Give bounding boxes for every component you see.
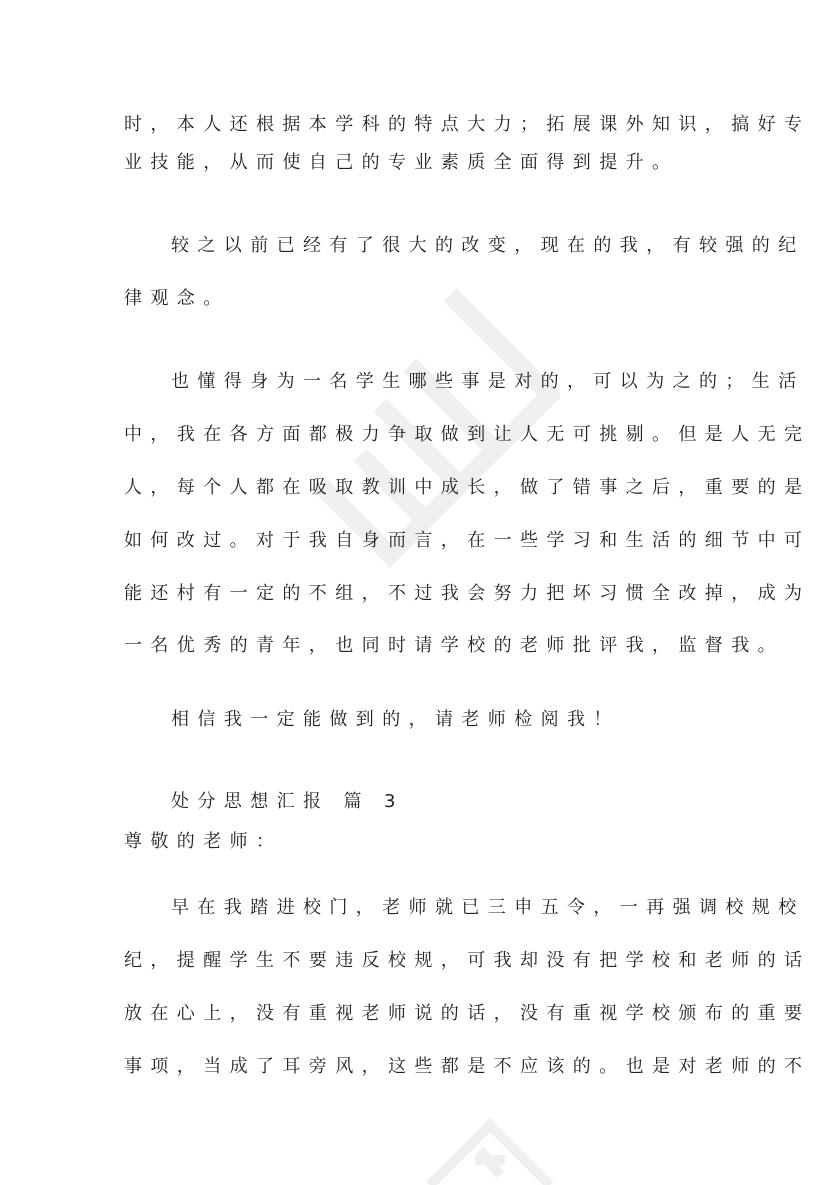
paragraph-line: 纪，提醒学生不要违反校规，可我却没有把学校和老师的话 <box>124 950 811 971</box>
paragraph-line: 律观念。 <box>124 288 230 309</box>
paragraph-line: 业技能，从而使自己的专业素质全面得到提升。 <box>124 152 679 173</box>
paragraph-line: 如何改过。对于我自身而言，在一些学习和生活的细节中可 <box>124 530 811 551</box>
paragraph-line: 能还村有一定的不组，不过我会努力把坏习惯全改掉，成为 <box>124 583 811 604</box>
paragraph-line: 事项，当成了耳旁风，这些都是不应该的。也是对老师的不 <box>124 1056 811 1077</box>
paragraph-line: 较之以前已经有了很大的改变，现在的我，有较强的纪 <box>171 235 805 256</box>
paragraph-line: 中，我在各方面都极力争取做到让人无可挑剔。但是人无完 <box>124 424 811 445</box>
paragraph-line: 人，每个人都在吸取教训中成长，做了错事之后，重要的是 <box>124 477 811 498</box>
paragraph-line: 相信我一定能做到的，请老师检阅我！ <box>171 709 620 730</box>
paragraph-line: 放在心上，没有重视老师说的话，没有重视学校颁布的重要 <box>124 1003 811 1024</box>
paragraph-line: 一名优秀的青年，也同时请学校的老师批评我，监督我。 <box>124 635 784 656</box>
paragraph-line: 也懂得身为一名学生哪些事是对的，可以为之的；生活 <box>171 371 805 392</box>
watermark-logo-icon <box>420 1115 560 1185</box>
paragraph-line: 早在我踏进校门，老师就已三申五令，一再强调校规校 <box>171 897 805 918</box>
section-heading: 处分思想汇报 篇 3 <box>171 791 404 812</box>
salutation: 尊敬的老师： <box>124 831 283 852</box>
paragraph-line: 时，本人还根据本学科的特点大力；拓展课外知识，搞好专 <box>124 114 811 135</box>
